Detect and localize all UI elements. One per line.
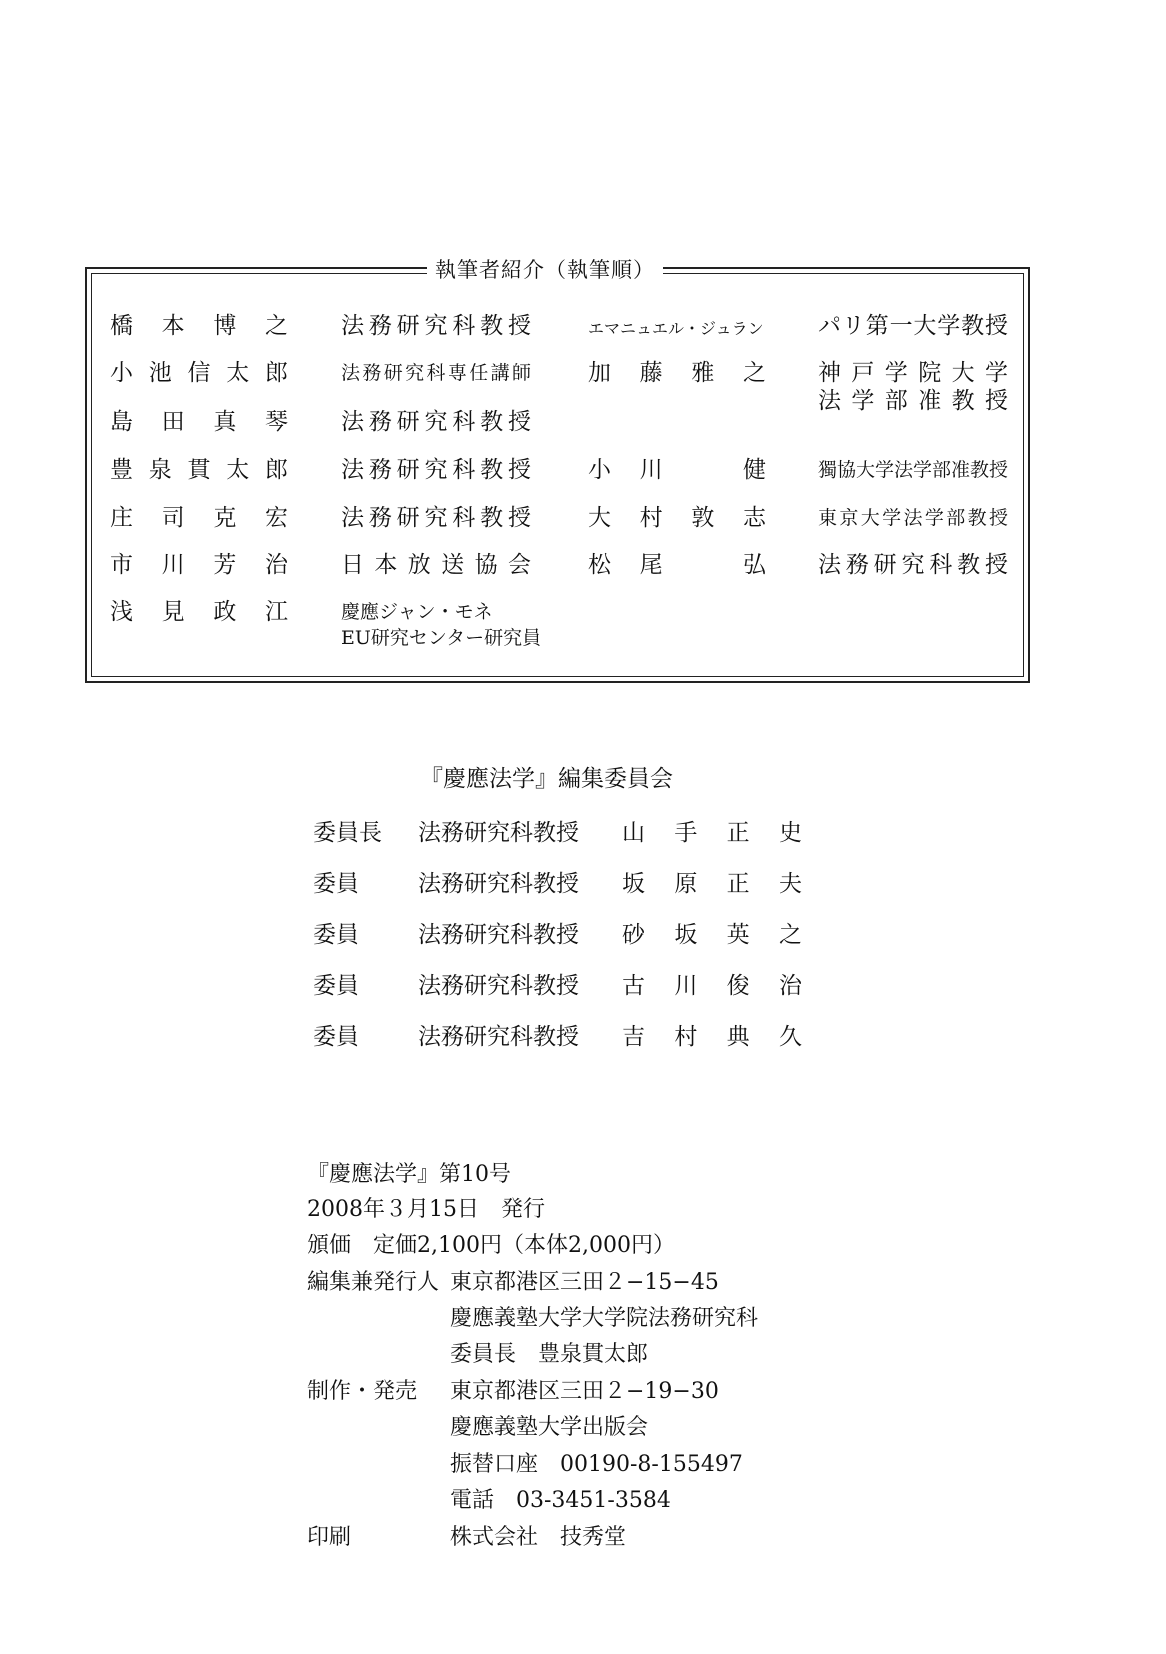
contributor-name: 加藤雅之 bbox=[588, 360, 766, 386]
contributor-name: 市川芳治 bbox=[110, 552, 288, 578]
contributor-name: 豊泉貫太郎 bbox=[110, 457, 288, 483]
committee-affiliation: 法務研究科教授 bbox=[418, 973, 579, 999]
contributor-affiliation: EU研究センター研究員 bbox=[341, 627, 542, 649]
committee-affiliation: 法務研究科教授 bbox=[418, 871, 579, 897]
colophon-price: 頒価 定価2,100円（本体2,000円） bbox=[307, 1233, 675, 1258]
committee-role: 委員 bbox=[313, 871, 359, 897]
contributor-name: 橋本博之 bbox=[110, 313, 288, 339]
colophon-printer-name: 株式会社 技秀堂 bbox=[450, 1525, 627, 1550]
committee-role: 委員 bbox=[313, 973, 359, 999]
contributor-affiliation: 法務研究科教授 bbox=[341, 505, 531, 531]
colophon-publisher-label: 制作・発売 bbox=[307, 1379, 418, 1404]
colophon-editor-label: 編集兼発行人 bbox=[307, 1270, 440, 1295]
colophon-editor-address: 東京都港区三田２−15−45 bbox=[450, 1270, 719, 1295]
colophon-editor-person: 委員長 豊泉貫太郎 bbox=[450, 1342, 649, 1367]
committee-role: 委員長 bbox=[313, 820, 382, 846]
colophon-publisher-account: 振替口座 00190-8-155497 bbox=[450, 1452, 743, 1477]
committee-affiliation: 法務研究科教授 bbox=[418, 922, 579, 948]
contributor-name: 小川 健 bbox=[588, 457, 766, 483]
committee-name: 吉村典久 bbox=[622, 1024, 802, 1050]
contributor-affiliation: パリ第一大学教授 bbox=[818, 313, 1008, 339]
contributor-affiliation: 獨協大学法学部准教授 bbox=[818, 459, 1009, 481]
committee-affiliation: 法務研究科教授 bbox=[418, 1024, 579, 1050]
contributor-affiliation: 法務研究科教授 bbox=[341, 457, 531, 483]
contributor-affiliation: 法務研究科教授 bbox=[818, 552, 1008, 578]
committee-name: 古川俊治 bbox=[622, 973, 802, 999]
colophon-publisher-org: 慶應義塾大学出版会 bbox=[450, 1415, 649, 1440]
contributor-affiliation: 法務研究科教授 bbox=[341, 409, 531, 435]
contributor-name: 大村敦志 bbox=[588, 505, 766, 531]
colophon-publisher-phone: 電話 03-3451-3584 bbox=[450, 1488, 671, 1513]
contributor-name: 浅見政江 bbox=[110, 599, 288, 625]
contributor-affiliation: 日本放送協会 bbox=[341, 552, 531, 578]
contributor-name: 小池信太郎 bbox=[110, 360, 288, 386]
contributor-affiliation: 慶應ジャン・モネ bbox=[341, 601, 493, 623]
committee-role: 委員 bbox=[313, 1024, 359, 1050]
contributor-affiliation: 神戸学院大学 bbox=[818, 360, 1008, 386]
committee-name: 山手正史 bbox=[622, 820, 802, 846]
contributor-name: 島田真琴 bbox=[110, 409, 288, 435]
editorial-committee-title: 『慶應法学』編集委員会 bbox=[420, 766, 673, 792]
contributors-title: 執筆者紹介（執筆順） bbox=[427, 255, 663, 285]
contributor-affiliation: 法務研究科専任講師 bbox=[341, 362, 531, 384]
contributor-affiliation: 法学部准教授 bbox=[818, 388, 1008, 414]
committee-name: 坂原正夫 bbox=[622, 871, 802, 897]
committee-affiliation: 法務研究科教授 bbox=[418, 820, 579, 846]
colophon-journal: 『慶應法学』第10号 bbox=[307, 1162, 511, 1187]
contributor-name: 松尾 弘 bbox=[588, 552, 766, 578]
colophon-publisher-address: 東京都港区三田２−19−30 bbox=[450, 1379, 719, 1404]
colophon-editor-org: 慶應義塾大学大学院法務研究科 bbox=[450, 1306, 759, 1331]
contributor-name: エマニュエル・ジュラン bbox=[588, 319, 764, 338]
contributor-affiliation: 法務研究科教授 bbox=[341, 313, 531, 339]
contributor-affiliation: 東京大学法学部教授 bbox=[818, 507, 1008, 529]
colophon-printer-label: 印刷 bbox=[307, 1525, 352, 1550]
committee-name: 砂坂英之 bbox=[622, 922, 802, 948]
colophon-date: 2008年３月15日 発行 bbox=[307, 1197, 545, 1222]
committee-role: 委員 bbox=[313, 922, 359, 948]
contributor-name: 庄司克宏 bbox=[110, 505, 288, 531]
